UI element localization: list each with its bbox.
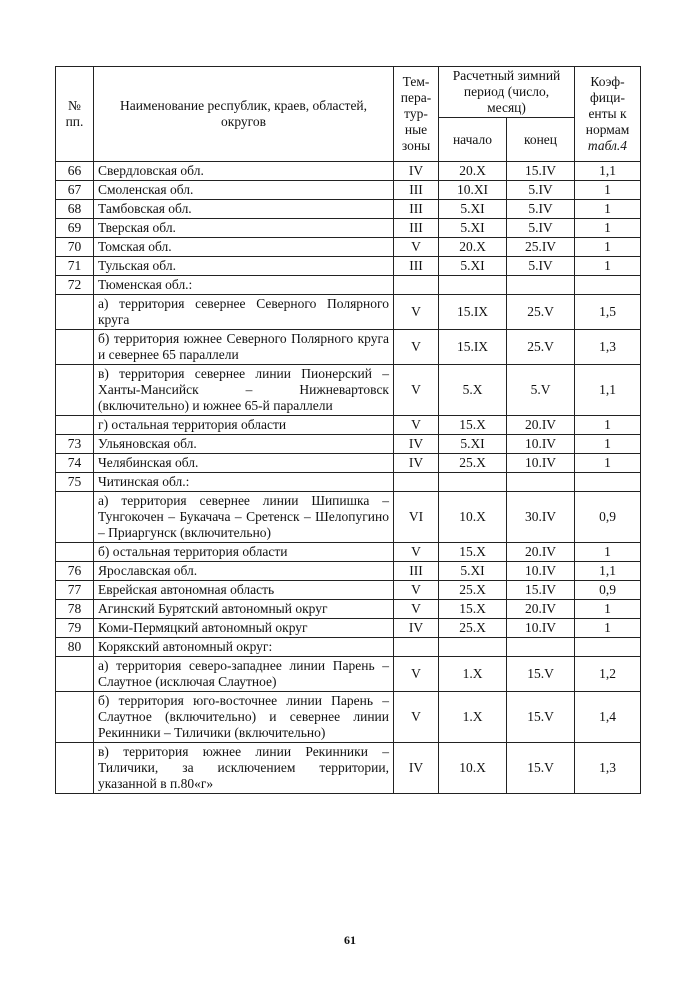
row-period-start: 5.XI <box>439 257 507 276</box>
row-number: 72 <box>56 276 94 295</box>
row-period-start: 25.X <box>439 581 507 600</box>
header-start: начало <box>439 118 507 162</box>
table-row <box>56 743 641 794</box>
row-temp-zone: IV <box>394 619 439 638</box>
row-coefficient: 1,4 <box>575 692 641 743</box>
table-row <box>56 454 641 473</box>
row-coefficient: 1 <box>575 435 641 454</box>
row-period-start: 15.X <box>439 543 507 562</box>
row-period-end: 5.IV <box>507 257 575 276</box>
table-row <box>56 416 641 435</box>
row-coefficient: 1 <box>575 454 641 473</box>
table-row <box>56 365 641 416</box>
row-region-name: а) территория северо-западнее линии Парень – Слаутное (исключая Слаутное) <box>94 657 394 692</box>
row-period-start: 15.X <box>439 600 507 619</box>
row-temp-zone: VI <box>394 492 439 543</box>
row-coefficient: 1,1 <box>575 365 641 416</box>
row-period-start: 5.X <box>439 365 507 416</box>
row-number: 75 <box>56 473 94 492</box>
row-period-start <box>439 638 507 657</box>
row-number: 71 <box>56 257 94 276</box>
row-region-name: в) территория севернее линии Пионерский – Ханты-Мансийск – Нижневартовск (включительно) и южнее 65-й параллели <box>94 365 394 416</box>
row-period-start: 15.IX <box>439 295 507 330</box>
table-header <box>56 67 641 162</box>
row-number <box>56 365 94 416</box>
row-coefficient: 1,5 <box>575 295 641 330</box>
row-region-name: Еврейская автономная область <box>94 581 394 600</box>
row-coefficient: 1,3 <box>575 330 641 365</box>
table-row <box>56 295 641 330</box>
row-number <box>56 416 94 435</box>
row-region-name: Коми-Пермяцкий автономный округ <box>94 619 394 638</box>
table-row <box>56 600 641 619</box>
header-end: конец <box>507 118 575 162</box>
row-period-end: 10.IV <box>507 454 575 473</box>
row-period-start: 5.XI <box>439 200 507 219</box>
row-coefficient <box>575 638 641 657</box>
header-period: Расчетный зимний период (число, месяц) <box>439 67 575 118</box>
row-coefficient: 1 <box>575 200 641 219</box>
row-region-name: Челябинская обл. <box>94 454 394 473</box>
row-temp-zone: V <box>394 657 439 692</box>
table-row <box>56 562 641 581</box>
row-number: 76 <box>56 562 94 581</box>
row-region-name: г) остальная территория области <box>94 416 394 435</box>
row-coefficient: 1 <box>575 416 641 435</box>
row-period-end: 15.IV <box>507 581 575 600</box>
row-coefficient <box>575 473 641 492</box>
row-region-name: Агинский Бурятский автономный округ <box>94 600 394 619</box>
row-period-end: 15.V <box>507 657 575 692</box>
row-temp-zone: III <box>394 181 439 200</box>
row-period-end: 10.IV <box>507 435 575 454</box>
row-coefficient: 1,1 <box>575 162 641 181</box>
row-coefficient: 1 <box>575 257 641 276</box>
row-region-name: а) территория севернее Северного Полярного круга <box>94 295 394 330</box>
table-row <box>56 162 641 181</box>
row-temp-zone: V <box>394 692 439 743</box>
row-temp-zone: IV <box>394 162 439 181</box>
row-region-name: Тульская обл. <box>94 257 394 276</box>
row-number: 80 <box>56 638 94 657</box>
row-number: 70 <box>56 238 94 257</box>
row-region-name: б) территория южнее Северного Полярного круга и севернее 65 параллели <box>94 330 394 365</box>
row-period-end: 5.IV <box>507 219 575 238</box>
header-coef-ref: табл.4 <box>587 138 628 153</box>
row-period-end: 15.V <box>507 692 575 743</box>
row-period-end: 10.IV <box>507 619 575 638</box>
row-coefficient: 0,9 <box>575 581 641 600</box>
row-temp-zone: V <box>394 416 439 435</box>
row-period-start: 15.IX <box>439 330 507 365</box>
document-sheet <box>55 66 640 794</box>
row-coefficient: 1,3 <box>575 743 641 794</box>
row-temp-zone <box>394 638 439 657</box>
table-row <box>56 492 641 543</box>
table-row <box>56 543 641 562</box>
row-period-end <box>507 638 575 657</box>
row-period-start: 5.XI <box>439 562 507 581</box>
row-temp-zone: IV <box>394 743 439 794</box>
row-number <box>56 692 94 743</box>
row-period-end: 20.IV <box>507 416 575 435</box>
row-region-name: Смоленская обл. <box>94 181 394 200</box>
row-temp-zone: V <box>394 330 439 365</box>
row-period-end: 25.IV <box>507 238 575 257</box>
row-number: 78 <box>56 600 94 619</box>
table-row <box>56 619 641 638</box>
row-region-name: Томская обл. <box>94 238 394 257</box>
row-period-end: 10.IV <box>507 562 575 581</box>
row-number <box>56 295 94 330</box>
header-coef-label: Коэф- фици- енты к нормам <box>585 74 630 137</box>
table-row <box>56 276 641 295</box>
row-period-start: 15.X <box>439 416 507 435</box>
row-coefficient: 1 <box>575 238 641 257</box>
row-coefficient: 1,2 <box>575 657 641 692</box>
table-row <box>56 330 641 365</box>
row-coefficient: 1 <box>575 600 641 619</box>
row-period-end: 5.V <box>507 365 575 416</box>
row-coefficient: 1 <box>575 181 641 200</box>
row-number: 67 <box>56 181 94 200</box>
table-row <box>56 257 641 276</box>
row-temp-zone <box>394 473 439 492</box>
row-period-end <box>507 473 575 492</box>
table-row <box>56 638 641 657</box>
row-period-start: 1.X <box>439 692 507 743</box>
table-row <box>56 181 641 200</box>
row-period-start <box>439 473 507 492</box>
table-row <box>56 238 641 257</box>
row-temp-zone: V <box>394 365 439 416</box>
row-period-end <box>507 276 575 295</box>
row-period-end: 25.V <box>507 295 575 330</box>
row-temp-zone <box>394 276 439 295</box>
row-region-name: а) территория севернее линии Шипишка – Тунгокочен – Букачача – Сретенск – Шелопугино – Приаргунск (включительно) <box>94 492 394 543</box>
row-temp-zone: V <box>394 581 439 600</box>
row-region-name: Тюменская обл.: <box>94 276 394 295</box>
table-row <box>56 200 641 219</box>
row-number: 79 <box>56 619 94 638</box>
row-number: 74 <box>56 454 94 473</box>
row-period-start: 1.X <box>439 657 507 692</box>
row-period-end: 25.V <box>507 330 575 365</box>
row-temp-zone: III <box>394 257 439 276</box>
table-row <box>56 581 641 600</box>
row-period-start: 20.X <box>439 162 507 181</box>
row-coefficient: 1 <box>575 619 641 638</box>
row-period-start: 20.X <box>439 238 507 257</box>
row-number: 73 <box>56 435 94 454</box>
row-coefficient <box>575 276 641 295</box>
row-number: 69 <box>56 219 94 238</box>
row-region-name: Тверская обл. <box>94 219 394 238</box>
row-temp-zone: IV <box>394 454 439 473</box>
row-coefficient: 0,9 <box>575 492 641 543</box>
row-period-end: 15.IV <box>507 162 575 181</box>
row-number <box>56 330 94 365</box>
row-period-start: 10.X <box>439 492 507 543</box>
row-temp-zone: V <box>394 238 439 257</box>
row-number <box>56 543 94 562</box>
header-temp-zones: Тем- пера- тур- ные зоны <box>394 67 439 162</box>
row-period-start: 25.X <box>439 454 507 473</box>
row-coefficient: 1 <box>575 219 641 238</box>
row-region-name: Корякский автономный округ: <box>94 638 394 657</box>
row-number: 66 <box>56 162 94 181</box>
row-region-name: Свердловская обл. <box>94 162 394 181</box>
header-num: № пп. <box>56 67 94 162</box>
row-region-name: в) территория южнее линии Рекинники – Тиличики, за исключением территории, указанной в п.80«г» <box>94 743 394 794</box>
row-period-start: 10.XI <box>439 181 507 200</box>
row-period-end: 20.IV <box>507 543 575 562</box>
row-period-start: 5.XI <box>439 435 507 454</box>
row-number <box>56 492 94 543</box>
table-row <box>56 219 641 238</box>
row-period-end: 5.IV <box>507 200 575 219</box>
header-coef <box>575 67 641 162</box>
row-temp-zone: III <box>394 562 439 581</box>
row-period-start: 10.X <box>439 743 507 794</box>
row-period-end: 5.IV <box>507 181 575 200</box>
table-body <box>56 162 641 794</box>
row-temp-zone: III <box>394 219 439 238</box>
row-period-start: 25.X <box>439 619 507 638</box>
row-period-end: 30.IV <box>507 492 575 543</box>
row-period-start: 5.XI <box>439 219 507 238</box>
row-number <box>56 657 94 692</box>
row-region-name: б) территория юго-восточнее линии Парень –Слаутное (включительно) и севернее линии Рекинники – Тиличики (включительно) <box>94 692 394 743</box>
table-row <box>56 435 641 454</box>
row-coefficient: 1 <box>575 543 641 562</box>
row-temp-zone: V <box>394 543 439 562</box>
row-region-name: Тамбовская обл. <box>94 200 394 219</box>
row-region-name: б) остальная территория области <box>94 543 394 562</box>
row-temp-zone: IV <box>394 435 439 454</box>
row-temp-zone: V <box>394 295 439 330</box>
row-temp-zone: V <box>394 600 439 619</box>
table-row <box>56 692 641 743</box>
row-region-name: Ярославская обл. <box>94 562 394 581</box>
header-name: Наименование республик, краев, областей, округов <box>94 67 394 162</box>
row-region-name: Ульяновская обл. <box>94 435 394 454</box>
climate-zones-table <box>55 66 641 794</box>
row-number: 68 <box>56 200 94 219</box>
row-number <box>56 743 94 794</box>
table-row <box>56 657 641 692</box>
row-number: 77 <box>56 581 94 600</box>
page-number: 61 <box>344 933 356 947</box>
row-period-end: 15.V <box>507 743 575 794</box>
row-period-start <box>439 276 507 295</box>
table-row <box>56 473 641 492</box>
row-region-name: Читинская обл.: <box>94 473 394 492</box>
row-coefficient: 1,1 <box>575 562 641 581</box>
row-period-end: 20.IV <box>507 600 575 619</box>
row-temp-zone: III <box>394 200 439 219</box>
